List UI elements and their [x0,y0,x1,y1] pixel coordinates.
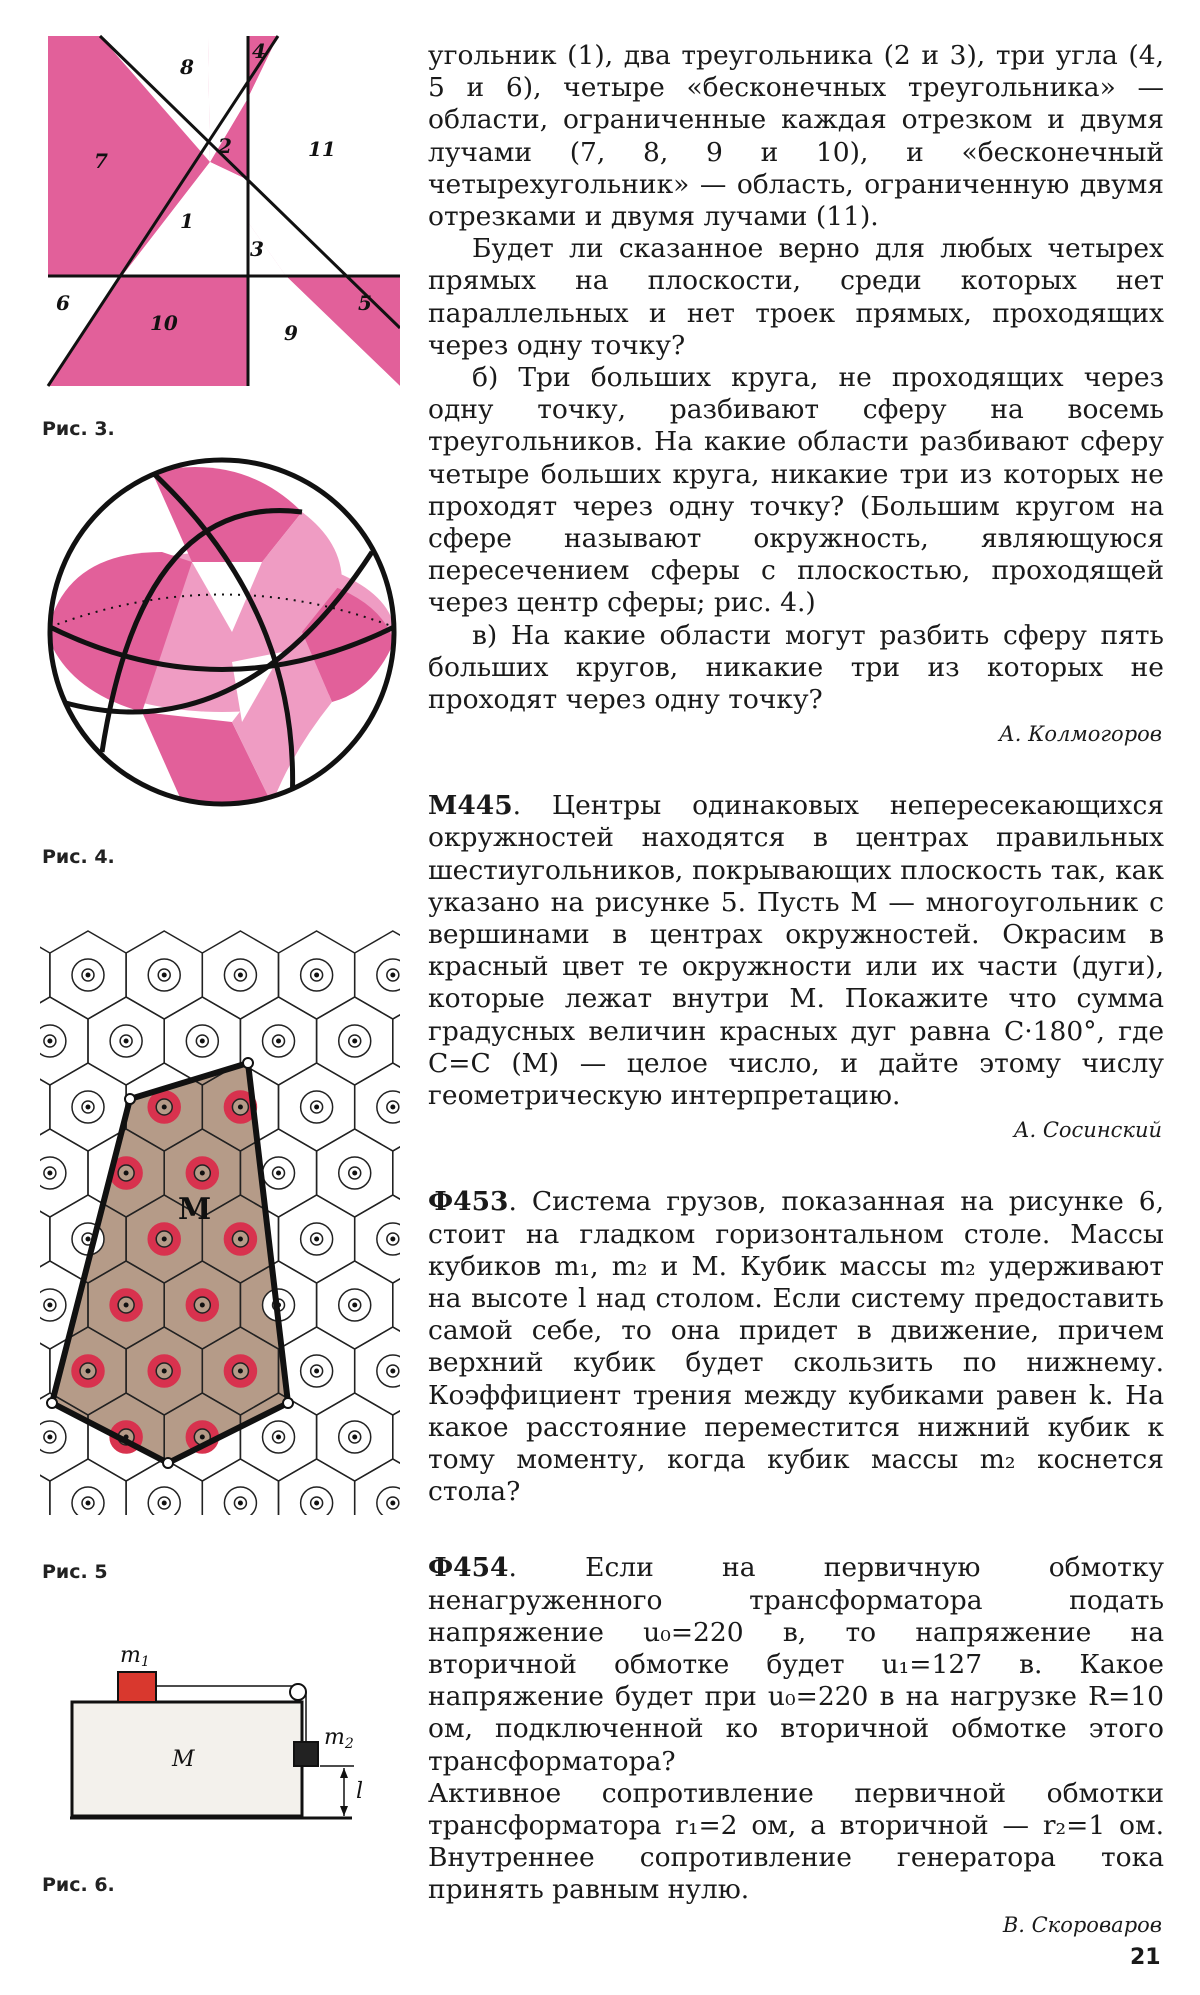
figure-6-caption: Рис. 6. [42,1874,115,1896]
pulley-icon [290,1684,306,1700]
author-skorovarov: В. Скороваров [1002,1912,1162,1937]
region-label-3: 3 [250,237,264,261]
circle-center-dot [86,1105,91,1110]
circle-center-dot [47,1435,52,1440]
label-m1: m1 [120,1643,150,1670]
hexagon-cell [393,997,400,1085]
problem-f453 [428,1186,1164,1508]
circle-center-dot [86,1237,91,1242]
hexagon-cell [40,931,50,1019]
figure-4-sphere-great-circles [42,452,402,812]
region-label-6: 6 [56,291,70,315]
arrowhead-up [340,1768,348,1778]
circle-center-dot [352,1303,357,1308]
label-m2: m2 [324,1725,354,1752]
polygon-vertex [243,1058,253,1068]
circle-center-dot [238,1237,243,1242]
circle-center-dot [390,1501,395,1506]
figure-4-caption: Рис. 4. [42,846,115,868]
hexagon-cell [393,1393,400,1481]
circle-center-dot [352,1171,357,1176]
circle-center-dot [162,1501,167,1506]
polygon-vertex [125,1094,135,1104]
region-label-11: 11 [308,137,336,161]
block-m1 [118,1672,156,1702]
circle-center-dot [276,1171,281,1176]
circle-center-dot [314,1105,319,1110]
circle-center-dot [390,1105,395,1110]
circle-center-dot [162,973,167,978]
hexagon-cell [40,1459,50,1515]
problem-f454-text: . Если на первичную обмотку ненагруженного трансформатора подать напряжение u₀=220 в, то напряжение на вторичной обмотке будет u₁=127 в. Какое напряжение будет при u₀=220 в на нагрузке R=10 ом, подключенной ко вторичной обмотке этого трансформатора? [428,1552,1164,1777]
hexagon-cell [393,1129,400,1217]
circle-center-dot [162,1105,167,1110]
problem-f453-text: . Система грузов, показанная на рисунке 6, стоит на гладком горизонтальном столе. Массы кубиков m₁, m₂ и M. Кубик массы m₂ удерживают на высоте l над столом. Если систему предоставить самой себе, то она придет в движение, причем верхний кубик будет скользить по нижнему. Коэффициент трения между кубиками равен k. На какое расстояние переместится нижний кубик к тому моменту, когда кубик массы m₂ коснется стола? [428,1186,1164,1508]
problem-f454-continued: Активное сопротивление первичной обмотки трансформатора r₁=2 ом, а вторичной — r₂=1 ом. Внутреннее сопротивление генератора тока принять равным нулю. [428,1777,1164,1906]
paragraph-question-a: Будет ли сказанное верно для любых четырех прямых на плоскости, среди которых нет параллельных и нет троек прямых, проходящих через одну точку? [428,233,1164,361]
figure-6-block-system [42,1628,402,1828]
circle-center-dot [124,1039,129,1044]
paragraph-question-b: б) Три больших круга, не проходящих через одну точку, разбивают сферу на восемь треугольников. На какие области разбивают сферу четыре больших круга, никакие три из которых не проходят через одну точку? (Большим кругом на сфере называют окружность, являющуюся пересечением сферы с плоскостью, проходящей через центр сферы; рис. 4.) [428,362,1164,619]
problem-f454 [428,1552,1164,1777]
circle-center-dot [200,1039,205,1044]
circle-center-dot [47,1303,52,1308]
polygon-vertex [47,1398,57,1408]
circle-center-dot [314,973,319,978]
circle-center-dot [47,1039,52,1044]
circle-center-dot [238,1369,243,1374]
arrowhead-down [340,1806,348,1816]
circle-center-dot [238,973,243,978]
circle-center-dot [390,973,395,978]
region-label-2: 2 [218,134,232,158]
circle-center-dot [390,1369,395,1374]
circle-center-dot [47,1171,52,1176]
figure-5-caption: Рис. 5 [42,1561,108,1583]
polygon-vertex [283,1398,293,1408]
problem-f454-label: Ф454 [428,1552,509,1584]
circle-center-dot [200,1171,205,1176]
region-label-5: 5 [358,291,372,315]
circle-center-dot [162,1237,167,1242]
author-sosinsky: А. Сосинский [1013,1118,1162,1143]
circle-center-dot [238,1105,243,1110]
circle-center-dot [86,1369,91,1374]
hexagon-cell [40,1063,50,1151]
circle-center-dot [314,1501,319,1506]
circle-center-dot [86,973,91,978]
problem-m445-label: М445 [428,790,513,822]
label-l: l [356,1779,364,1804]
circle-center-dot [314,1369,319,1374]
label-M: M [172,1747,195,1772]
block-m2 [294,1742,318,1766]
figure-3-caption: Рис. 3. [42,418,115,440]
region-label-8: 8 [180,55,194,79]
problem-m445-text: . Центры одинаковых непересекающихся окружностей находятся в центрах правильных шестиугольников, покрывающих плоскость так, как указано на рисунке 5. Пусть M — многоугольник с вершинами в центрах окружностей. Окрасим в красный цвет те окружности или их части (дуги), которые лежат внутри M. Покажите что сумма градусных величин красных дуг равна C·180°, где C=C (M) — целое число, и дайте этому числу геометрическую интерпретацию. [428,790,1164,1112]
circle-center-dot [124,1303,129,1308]
figure-3-lines-diagram [40,28,400,388]
circle-center-dot [314,1237,319,1242]
region-label-4: 4 [252,39,266,63]
region-label-10: 10 [150,311,178,335]
region-label-9: 9 [284,321,298,345]
circle-center-dot [162,1369,167,1374]
circle-center-dot [124,1171,129,1176]
circle-center-dot [390,1237,395,1242]
circle-center-dot [276,1039,281,1044]
circle-center-dot [276,1435,281,1440]
author-kolmogorov: А. Колмогоров [998,722,1162,747]
figure-5-hexagon-grid [40,915,400,1515]
region-label-1: 1 [180,209,194,233]
page-number: 21 [1130,1945,1161,1970]
hexagon-cell [393,1261,400,1349]
region-label-7: 7 [94,149,108,173]
circle-center-dot [352,1435,357,1440]
text-column [428,40,1164,1937]
circle-center-dot [200,1435,205,1440]
polygon-vertex [163,1458,173,1468]
circle-center-dot [86,1501,91,1506]
circle-center-dot [238,1501,243,1506]
circle-center-dot [200,1303,205,1308]
paragraph-question-c: в) На какие области могут разбить сферу пять больших кругов, никакие три из которых не проходят через одну точку? [428,619,1164,716]
hexagon-cell [40,1195,50,1283]
polygon-M-label: M [178,1192,212,1227]
circle-center-dot [352,1039,357,1044]
problem-m445 [428,790,1164,1112]
problem-f453-label: Ф453 [428,1186,509,1218]
paragraph-regions-list: угольник (1), два треугольника (2 и 3), три угла (4, 5 и 6), четыре «бесконечных треугольника» — области, ограниченные каждая отрезком и двумя лучами (7, 8, 9 и 10), и «бесконечный четырехугольник» — область, ограниченную двумя отрезками и двумя лучами (11). [428,40,1164,233]
